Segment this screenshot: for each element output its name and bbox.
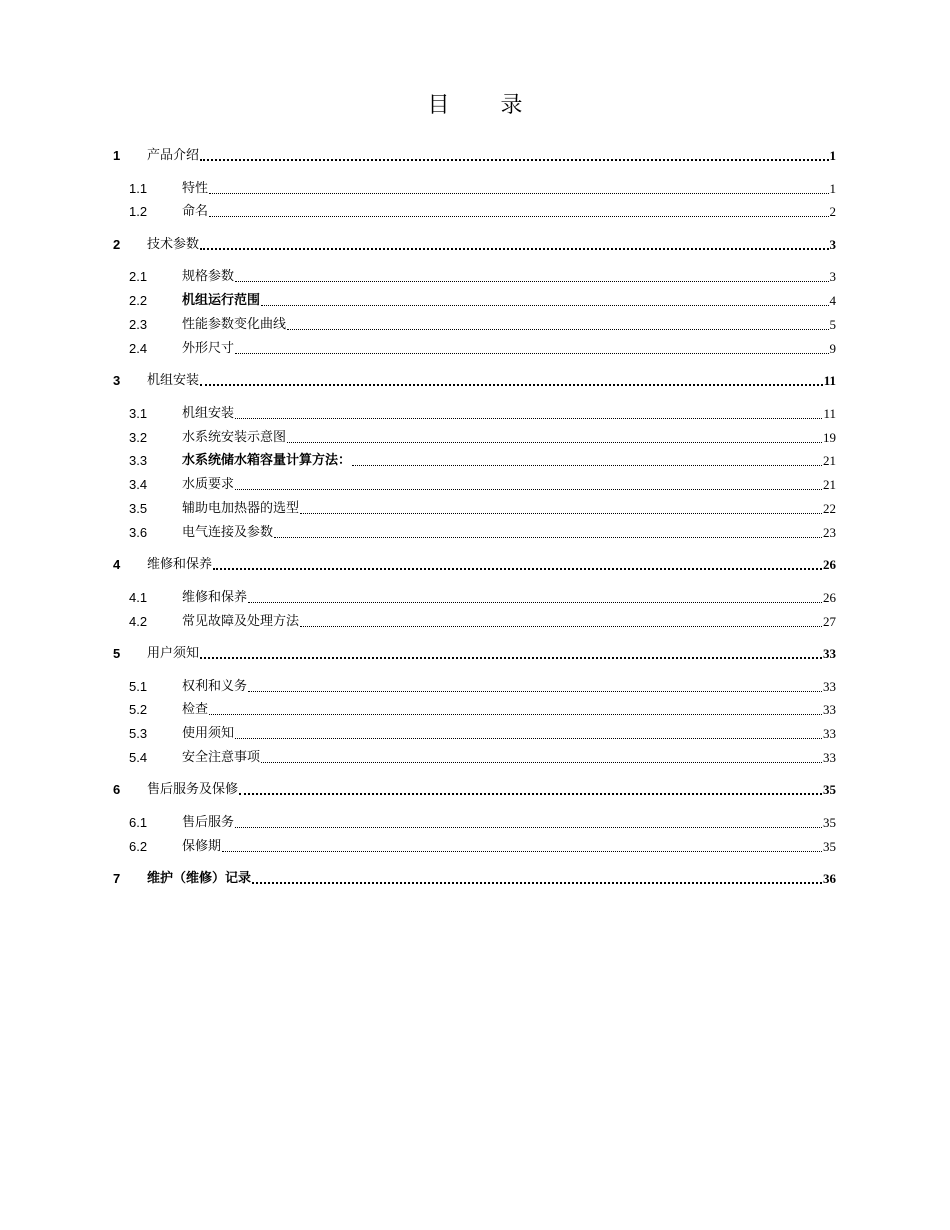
toc-entry-page-number: 26 [823,589,836,605]
toc-entry[interactable] [129,744,836,766]
toc-entry-page-number: 33 [823,646,836,661]
toc-entry-title: 权利和义务 [182,678,248,694]
toc-entry-title: 使用须知 [182,726,235,742]
toc-entry-number: 7 [113,871,121,887]
toc-entry-title: 水质要求 [182,477,235,493]
toc-entry-page-number: 22 [823,500,836,516]
toc-dot-leader [274,536,822,538]
toc-dot-leader [252,881,822,884]
toc-dot-leader [222,850,822,852]
toc-dot-leader [235,417,822,419]
toc-dot-leader [248,690,822,692]
toc-entry-page-number: 21 [823,477,836,493]
toc-entry-page-number: 5 [829,316,836,332]
toc-entry-page-number: 36 [823,871,836,887]
toc-dot-leader [239,792,822,795]
toc-entry-number: 6 [113,782,121,798]
toc-entry-page-number: 23 [823,524,836,540]
toc-entry-title: 命名 [182,204,209,220]
toc-entry-number: 3.3 [129,453,148,469]
toc-entry-title: 外形尺寸 [182,340,235,356]
toc-entry-number: 4.1 [129,589,148,605]
toc-entry-page-number: 1 [829,148,836,163]
toc-entry-page-number: 11 [823,373,836,389]
toc-entry-page-number: 3 [829,236,836,252]
toc-entry[interactable] [129,495,836,517]
toc-entry-title: 机组运行范围 [182,293,261,309]
toc-entry-title: 售后服务及保修 [147,782,239,798]
toc-entry-title: 维护（维修）记录 [147,871,252,887]
toc-entry[interactable] [129,696,836,718]
toc-entry-number: 3.2 [129,429,148,445]
toc-entry[interactable] [113,142,836,164]
toc-entry-page-number: 21 [823,453,836,469]
toc-entry-title: 安全注意事项 [182,749,261,765]
toc-entry-page-number: 11 [823,405,836,421]
toc-entry[interactable] [113,865,836,887]
toc-dot-leader [213,567,822,570]
toc-entry-title: 技术参数 [147,236,200,252]
toc-entry-page-number: 33 [823,749,836,765]
toc-dot-leader [235,737,822,739]
toc-entry-title: 特性 [182,180,209,196]
toc-entry-number: 5.3 [129,726,148,742]
toc-entry-page-number: 27 [823,613,836,629]
toc-dot-leader [235,352,828,354]
toc-entry-title: 维修和保养 [182,589,248,605]
toc-entry-number: 5 [113,646,121,661]
toc-dot-leader [200,158,828,161]
toc-entry-number: 5.4 [129,749,148,765]
toc-dot-leader [209,713,822,715]
toc-entry-title: 辅助电加热器的选型 [182,500,300,516]
toc-dot-leader [200,656,822,659]
toc-entry[interactable] [129,400,836,422]
toc-entry[interactable] [129,424,836,446]
toc-dot-leader [261,761,822,763]
toc-entry-title: 产品介绍 [147,148,200,163]
toc-entry-title: 水系统储水箱容量计算方法： [182,453,352,469]
toc-dot-leader [235,826,822,828]
toc-entry[interactable] [129,311,836,333]
toc-entry[interactable] [113,640,836,662]
toc-entry-title: 机组安装 [147,373,200,389]
toc-title: 目 录 [427,93,545,118]
toc-entry-page-number: 9 [829,340,836,356]
toc-entry[interactable] [129,833,836,855]
toc-entry-title: 维修和保养 [147,557,213,573]
toc-entry[interactable] [113,776,836,798]
toc-dot-leader [248,601,822,603]
toc-entry-page-number: 4 [829,293,836,309]
toc-entry-number: 3.1 [129,405,148,421]
toc-entry-number: 2.2 [129,293,148,309]
toc-entry[interactable] [113,367,836,389]
toc-entry[interactable] [129,673,836,695]
toc-entry-number: 5.1 [129,678,148,694]
toc-dot-leader [235,488,822,490]
toc-dot-leader [300,625,822,627]
toc-entry-number: 3.5 [129,500,148,516]
toc-entry-title: 电气连接及参数 [182,524,274,540]
toc-entry-page-number: 2 [829,204,836,220]
toc-entry-number: 2.3 [129,316,148,332]
toc-entry-page-number: 35 [823,782,836,798]
toc-dot-leader [261,304,828,306]
toc-entry[interactable] [129,608,836,630]
toc-dot-leader [200,247,828,250]
toc-entry-number: 6.2 [129,838,148,854]
toc-entry-number: 5.2 [129,702,148,718]
toc-entry[interactable] [129,720,836,742]
toc-entry-title: 常见故障及处理方法 [182,613,300,629]
toc-entry-number: 1.2 [129,204,148,220]
toc-entry[interactable] [129,335,836,357]
toc-entry[interactable] [129,809,836,831]
toc-entry[interactable] [129,287,836,309]
toc-entry[interactable] [129,519,836,541]
toc-entry-page-number: 19 [823,429,836,445]
toc-entry-title: 机组安装 [182,405,235,421]
toc-entry-number: 2.1 [129,269,148,285]
toc-entry[interactable] [129,584,836,606]
toc-entry-title: 保修期 [182,838,222,854]
toc-entry-number: 6.1 [129,814,148,830]
toc-entry[interactable] [129,471,836,493]
toc-entry-page-number: 33 [823,678,836,694]
toc-entry-number: 2.4 [129,340,148,356]
toc-entry[interactable] [129,263,836,285]
toc-dot-leader [287,441,822,443]
toc-dot-leader [209,192,828,194]
toc-dot-leader [352,464,822,466]
toc-entry-title: 检查 [182,702,209,718]
toc-dot-leader [287,328,828,330]
toc-entry-number: 3.6 [129,524,148,540]
toc-entry-number: 4.2 [129,613,148,629]
toc-entry[interactable] [129,175,836,197]
toc-entry-page-number: 35 [823,814,836,830]
toc-entry-title: 用户须知 [147,646,200,661]
toc-entry-number: 3 [113,373,121,389]
toc-entry-number: 4 [113,557,121,573]
toc-entry-page-number: 3 [829,269,836,285]
toc-entry-number: 2 [113,236,121,252]
toc-entry-page-number: 33 [823,702,836,718]
toc-entry-page-number: 33 [823,726,836,742]
toc-entry-number: 3.4 [129,477,148,493]
toc-entry-title: 水系统安装示意图 [182,429,287,445]
toc-entry-page-number: 1 [829,180,836,196]
toc-entry-title: 性能参数变化曲线 [182,316,287,332]
toc-entry[interactable] [129,447,836,469]
toc-dot-leader [235,280,828,282]
toc-dot-leader [209,215,828,217]
toc-entry[interactable] [113,231,836,253]
toc-entry[interactable] [129,198,836,220]
toc-entry-number: 1 [113,148,121,163]
toc-dot-leader [200,383,823,386]
toc-entry-number: 1.1 [129,180,148,196]
toc-entry[interactable] [113,551,836,573]
toc-entry-title: 售后服务 [182,814,235,830]
toc-dot-leader [300,512,822,514]
toc-entry-page-number: 35 [823,838,836,854]
toc-entry-page-number: 26 [823,557,836,573]
toc-entry-title: 规格参数 [182,269,235,285]
